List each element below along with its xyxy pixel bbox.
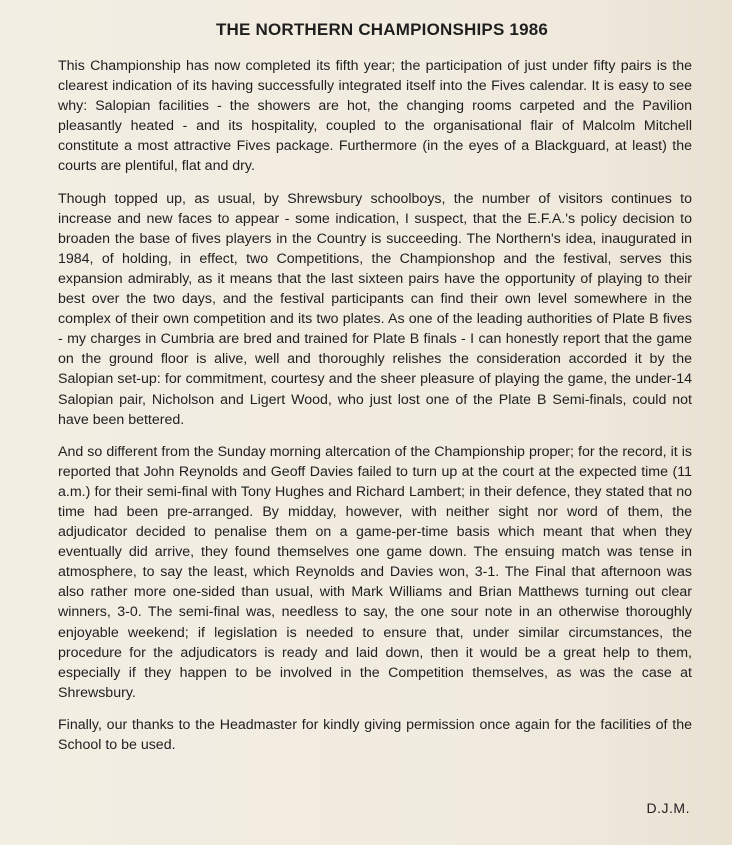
author-signature: D.J.M. <box>646 800 690 816</box>
article-title: THE NORTHERN CHAMPIONSHIPS 1986 <box>215 20 549 39</box>
paragraph-3: And so different from the Sunday morning altercation of the Championship proper; for the record, it is reported that John Reynolds and Geoff Davies failed to turn up at the court at the expected time (11 a.m.) for their semi-final with Tony Hughes and Richard Lambert; in their defence, they stated that no time had been pre-arranged. By midday, however, with neither sight nor word of them, the adjudicator decided to penalise them on a game-per-time basis which meant that when they eventually did arrive, they found themselves one game down. The ensuing match was tense in atmosphere, to say the least, which Reynolds and Davies won, 3-1. The Final that afternoon was also rather more one-sided than usual, with Mark Williams and Brian Matthews turning out clear winners, 3-0. The semi-final was, needless to say, the one sour note in an otherwise thoroughly enjoyable weekend; if legislation is needed to ensure that, under similar circumstances, the procedure for the adjudicators is ready and laid down, then it would be a great help to them, especially if they happen to be involved in the Competition themselves, as was the case at Shrewsbury. <box>58 443 692 701</box>
paragraph-2: Though topped up, as usual, by Shrewsbury schoolboys, the number of visitors continues to increase and new faces to appear - some indication, I suspect, that the E.F.A.'s policy decision to broaden the base of fives players in the Country is succeeding. The Northern's idea, inaugurated in 1984, of holding, in effect, two Competitions, the Championshop and the festival, serves this expansion admirably, as it means that the last sixteen pairs have the opportunity of playing to their best over the two days, and the festival participants can find their own level somewhere in the complex of their own competition and its two plates. As one of the leading authorities of Plate B fives - my charges in Cumbria are bred and trained for Plate B finals - I can honestly report that the game on the ground floor is alive, well and thoroughly relishes the consideration accorded it by the Salopian set-up: for commitment, courtesy and the sheer pleasure of playing the game, the under-14 Salopian pair, Nicholson and Ligert Wood, who just lost one of the Plate B Semi-finals, could not have been bettered. <box>58 190 692 428</box>
paragraph-1: This Championship has now completed its fifth year; the participation of just under fifty pairs is the clearest indication of its having successfully integrated itself into the Fives calendar. It is easy to see why: Salopian facilities - the showers are hot, the changing rooms carpeted and the Pavilion pleasantly heated - and its hospitality, coupled to the organisational flair of Malcolm Mitchell constitute a most attractive Fives package. Furthermore (in the eyes of a Blackguard, at least) the courts are plentiful, flat and dry. <box>58 58 692 175</box>
paragraph-4: Finally, our thanks to the Headmaster for kindly giving permission once again for the facilities of the School to be used. <box>58 716 692 753</box>
